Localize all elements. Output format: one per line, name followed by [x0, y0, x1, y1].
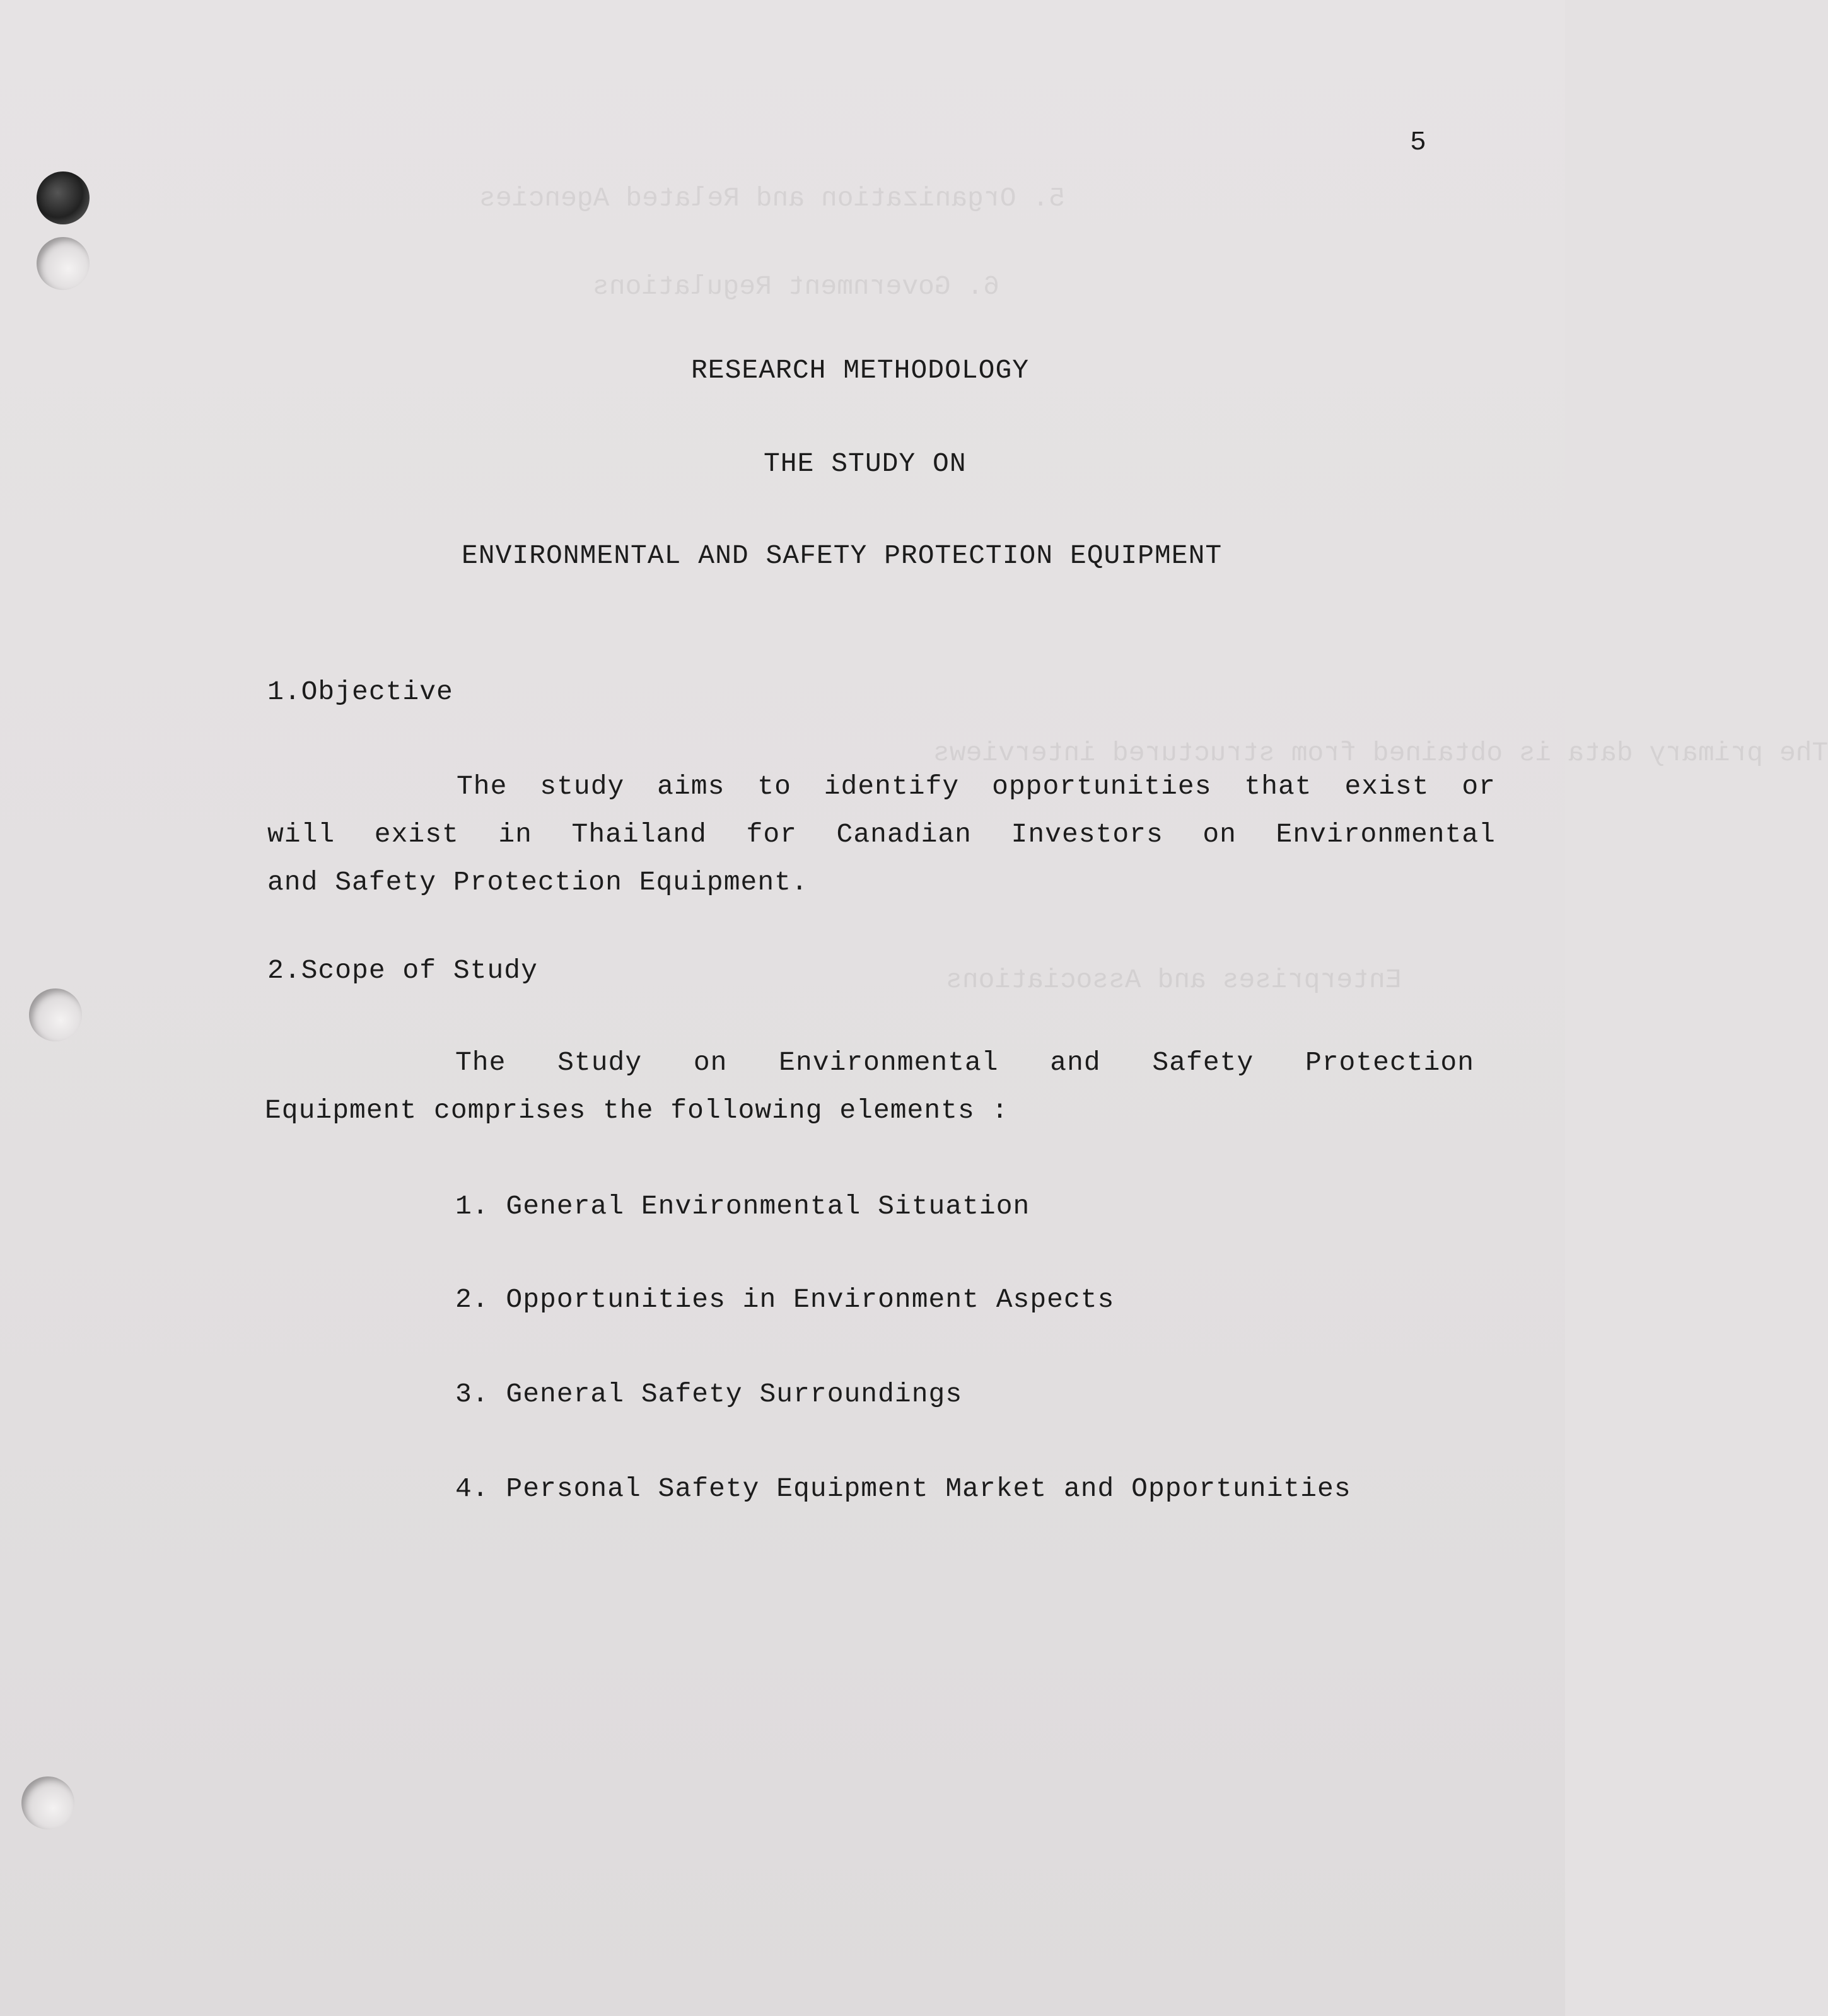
paragraph-line: The Study on Environmental and Safety Protection	[455, 1047, 1474, 1078]
paragraph-line: will exist in Thailand for Canadian Investors on Environmental	[267, 819, 1496, 850]
section-heading-scope: 2.Scope of Study	[267, 955, 538, 986]
document-title: RESEARCH METHODOLOGY	[691, 355, 1030, 386]
bleed-through: 6. Government Regulations	[593, 271, 1000, 302]
list-item: 3. General Safety Surroundings	[455, 1379, 963, 1410]
bleed-through: 5. Organization and Related Agencies	[479, 183, 1065, 214]
objective-paragraph	[267, 763, 1496, 907]
bleed-through: The primary data is obtained from structured interviews	[933, 738, 1828, 768]
paragraph-line: Equipment comprises the following elements :	[265, 1095, 1009, 1126]
punch-hole	[29, 988, 82, 1041]
paragraph-line: The study aims to identify opportunities that exist or	[457, 771, 1496, 802]
paragraph-line: and Safety Protection Equipment.	[267, 867, 808, 898]
page-number: 5	[1410, 127, 1427, 158]
list-item: 2. Opportunities in Environment Aspects	[455, 1284, 1115, 1315]
punch-hole	[21, 1776, 74, 1829]
scope-paragraph	[265, 1039, 1474, 1135]
punch-hole	[37, 171, 90, 224]
list-item: 4. Personal Safety Equipment Market and Opportunities	[455, 1473, 1351, 1504]
document-subject: ENVIRONMENTAL AND SAFETY PROTECTION EQUIPMENT	[462, 540, 1223, 571]
punch-hole	[37, 237, 90, 290]
section-heading-objective: 1.Objective	[267, 676, 453, 707]
document-subtitle: THE STUDY ON	[764, 448, 967, 479]
bleed-through: Enterprises and Associations	[946, 965, 1402, 995]
list-item: 1. General Environmental Situation	[455, 1191, 1030, 1222]
